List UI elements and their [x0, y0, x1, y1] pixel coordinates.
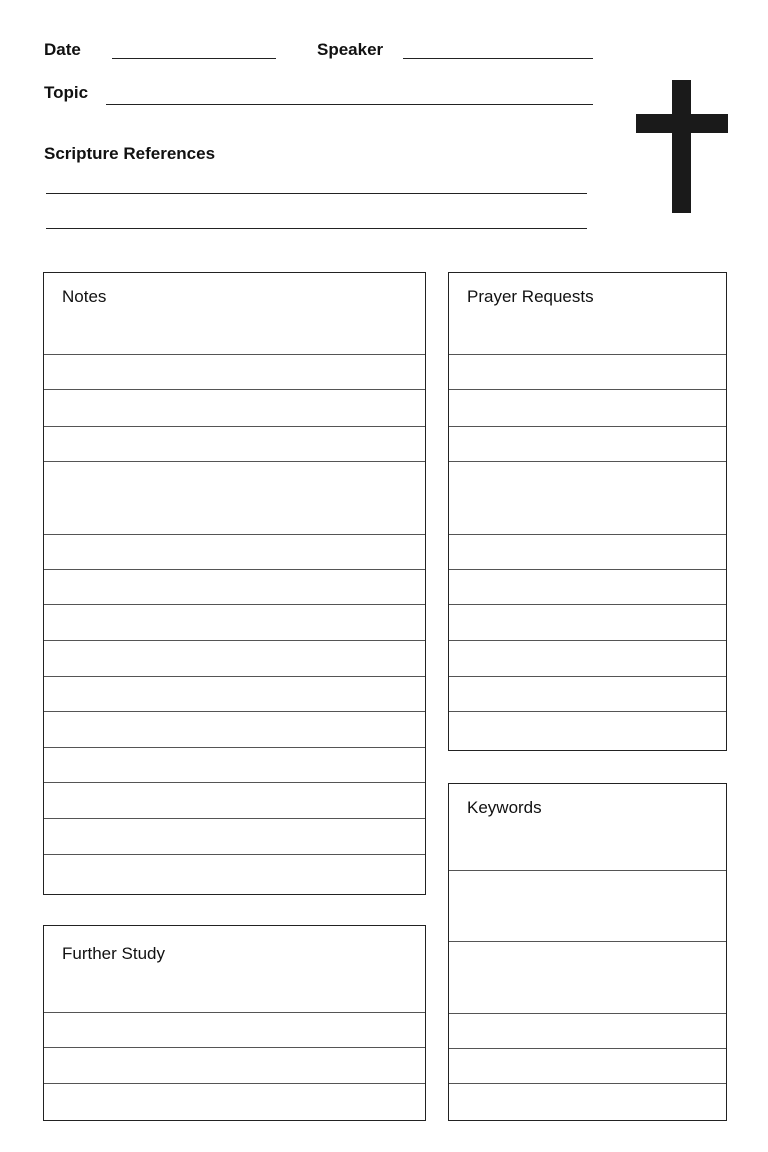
prayer-line: [449, 604, 726, 605]
notes-line: [44, 782, 425, 783]
notes-line: [44, 604, 425, 605]
further-study-line: [44, 1012, 425, 1013]
notes-line: [44, 747, 425, 748]
notes-box[interactable]: [43, 272, 426, 895]
prayer-line: [449, 389, 726, 390]
prayer-line: [449, 461, 726, 462]
further-study-box[interactable]: [43, 925, 426, 1121]
notes-line: [44, 354, 425, 355]
notes-title: Notes: [62, 287, 107, 306]
keywords-line: [449, 870, 726, 871]
prayer-requests-box[interactable]: [448, 272, 727, 751]
notes-line: [44, 818, 425, 819]
notes-line: [44, 854, 425, 855]
notes-line: [44, 569, 425, 570]
notes-line: [44, 426, 425, 427]
scripture-label: Scripture References: [44, 144, 216, 163]
topic-field[interactable]: [106, 104, 593, 105]
notes-line: [44, 676, 425, 677]
keywords-line: [449, 1013, 726, 1014]
notes-line: [44, 711, 425, 712]
prayer-line: [449, 676, 726, 677]
topic-label: Topic: [44, 83, 89, 102]
further-study-line: [44, 1083, 425, 1084]
date-label: Date: [44, 40, 81, 59]
prayer-line: [449, 640, 726, 641]
keywords-line: [449, 1048, 726, 1049]
cross-icon: [636, 80, 728, 213]
cross-horizontal-bar: [636, 114, 728, 133]
date-field[interactable]: [112, 58, 276, 59]
keywords-title: Keywords: [467, 798, 542, 817]
keywords-line: [449, 1083, 726, 1084]
notes-line: [44, 389, 425, 390]
keywords-box[interactable]: [448, 783, 727, 1121]
prayer-line: [449, 569, 726, 570]
keywords-line: [449, 941, 726, 942]
notes-line: [44, 461, 425, 462]
notes-line: [44, 534, 425, 535]
prayer-line: [449, 534, 726, 535]
prayer-requests-title: Prayer Requests: [467, 287, 594, 306]
scripture-line-2[interactable]: [46, 228, 587, 229]
notes-line: [44, 640, 425, 641]
further-study-line: [44, 1047, 425, 1048]
scripture-line-1[interactable]: [46, 193, 587, 194]
further-study-title: Further Study: [62, 944, 165, 963]
prayer-line: [449, 354, 726, 355]
prayer-line: [449, 711, 726, 712]
cross-vertical-bar: [672, 80, 691, 213]
prayer-line: [449, 426, 726, 427]
speaker-label: Speaker: [317, 40, 384, 59]
speaker-field[interactable]: [403, 58, 593, 59]
